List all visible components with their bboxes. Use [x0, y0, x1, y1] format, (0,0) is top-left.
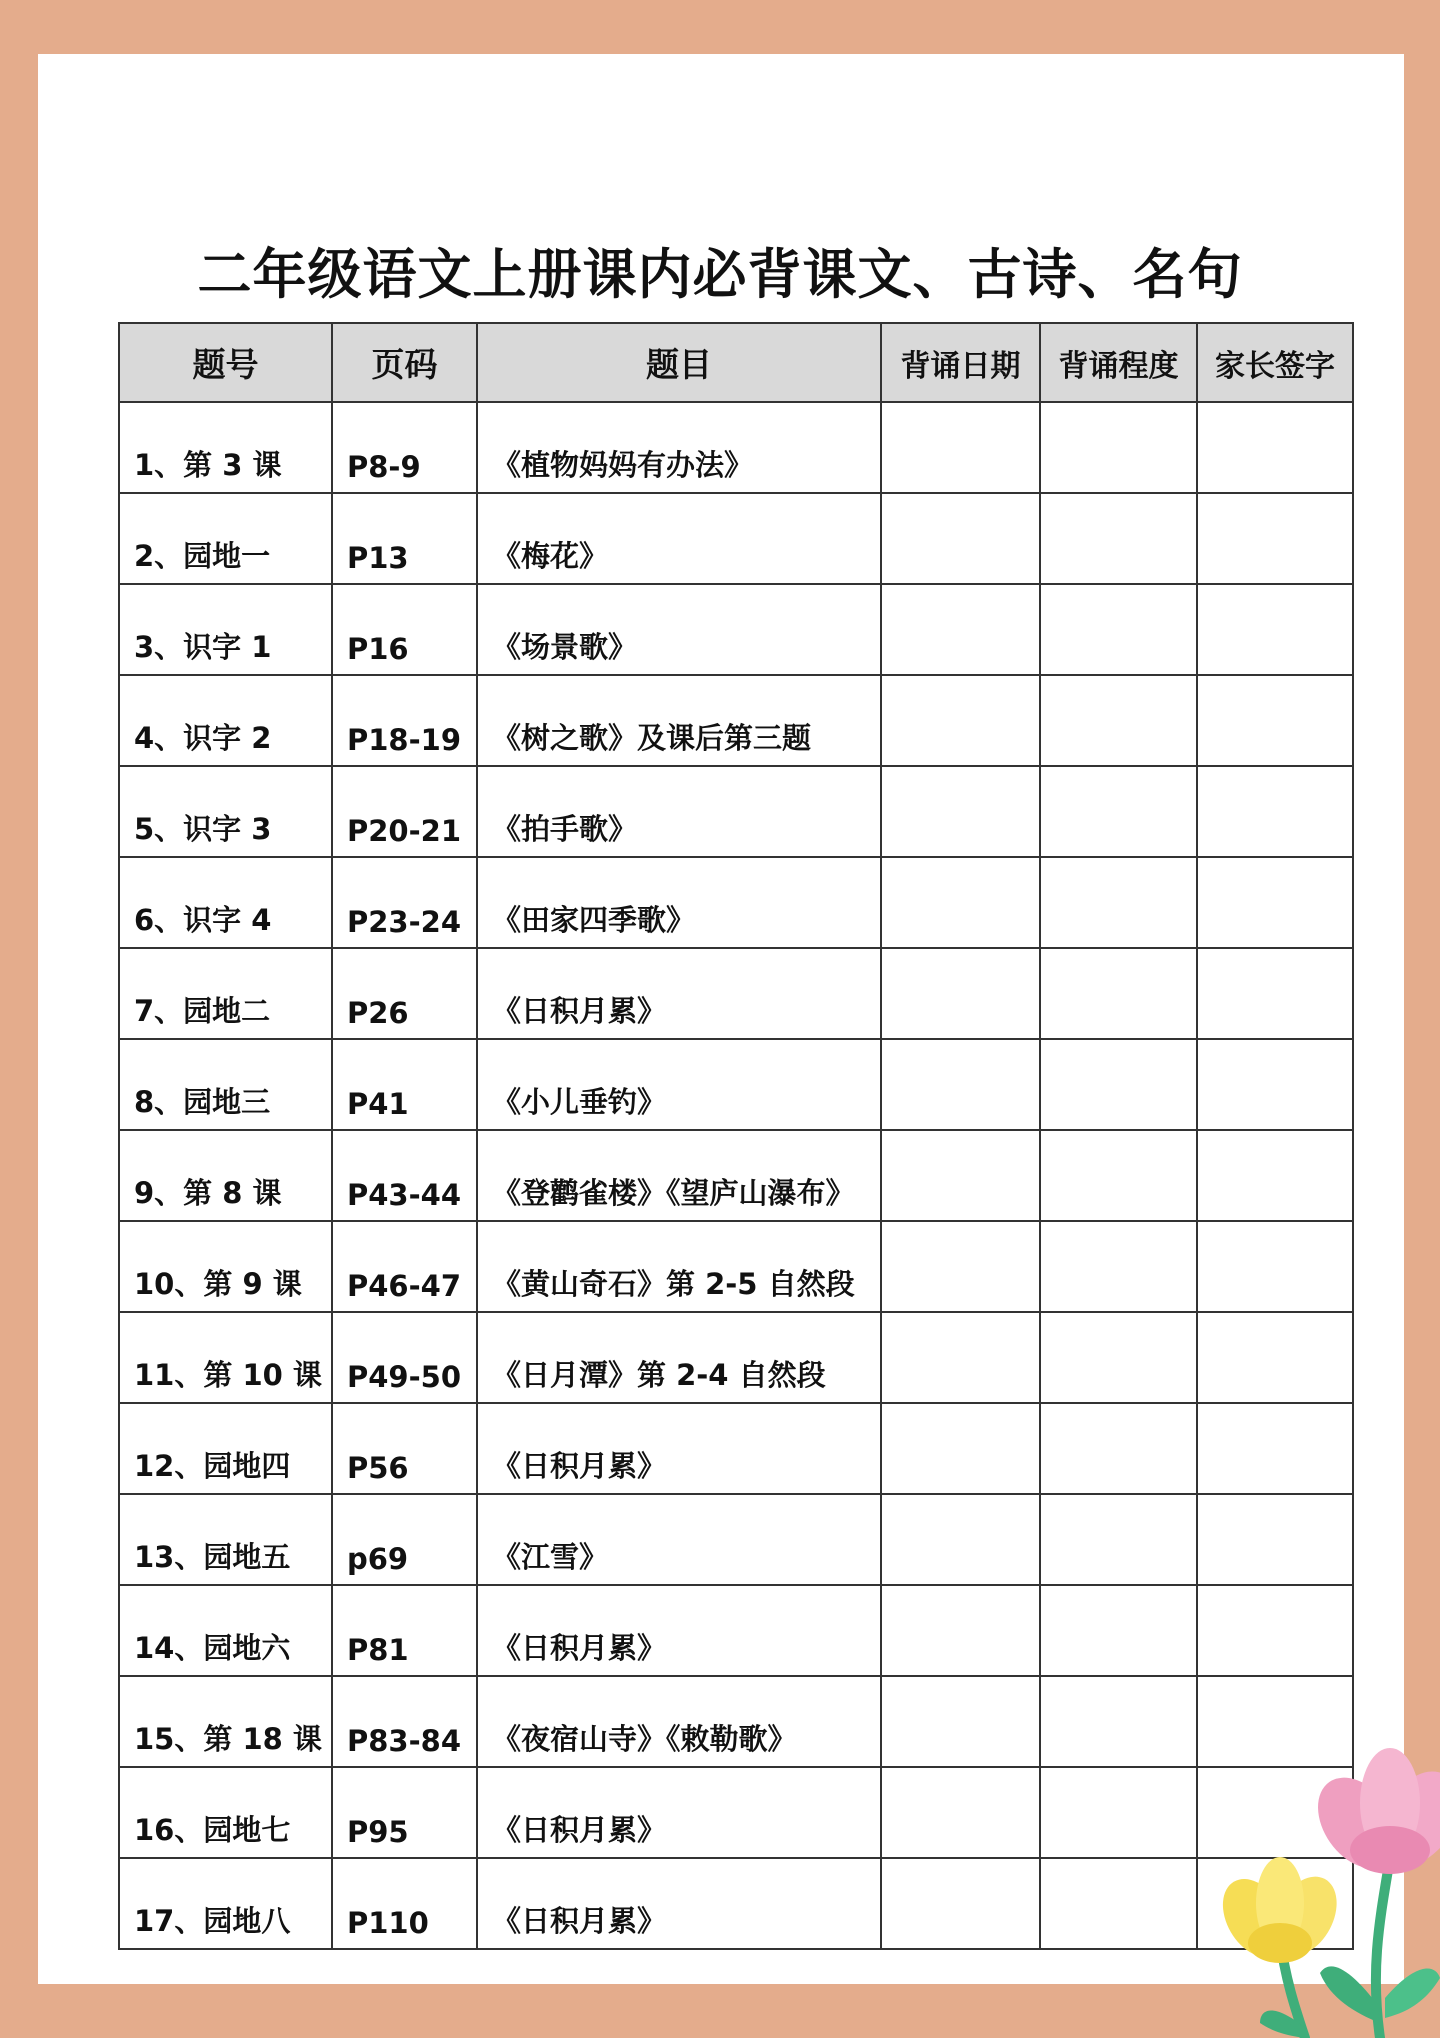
row-parent-signature-cell[interactable]	[1197, 402, 1353, 493]
row-recite-level-cell[interactable]	[1040, 1221, 1197, 1312]
row-parent-signature-cell[interactable]	[1197, 493, 1353, 584]
row-page-cell: P83-84	[332, 1676, 477, 1767]
page-title: 二年级语文上册课内必背课文、古诗、名句	[197, 243, 1243, 306]
row-topic-cell: 《黄山奇石》第 2-5 自然段	[477, 1221, 881, 1312]
row-parent-signature-cell[interactable]	[1197, 766, 1353, 857]
table-row	[119, 766, 1353, 857]
row-page-cell: P13	[332, 493, 477, 584]
row-recite-level-cell[interactable]	[1040, 1494, 1197, 1585]
header-parent-signature: 家长签字	[1197, 323, 1353, 402]
table-body	[119, 402, 1353, 1949]
row-parent-signature-cell[interactable]	[1197, 1130, 1353, 1221]
row-recite-level-cell[interactable]	[1040, 402, 1197, 493]
row-topic-cell: 《小儿垂钓》	[477, 1039, 881, 1130]
row-recite-level-cell[interactable]	[1040, 584, 1197, 675]
row-number-cell: 5、识字 3	[119, 766, 332, 857]
pink-flower-icon	[1301, 1748, 1440, 1883]
row-number-cell: 3、识字 1	[119, 584, 332, 675]
row-recite-level-cell[interactable]	[1040, 1130, 1197, 1221]
row-topic-cell: 《场景歌》	[477, 584, 881, 675]
yellow-flower-icon	[1210, 1857, 1350, 1968]
row-recite-level-cell[interactable]	[1040, 766, 1197, 857]
row-recite-level-cell[interactable]	[1040, 1403, 1197, 1494]
row-topic-cell: 《日积月累》	[477, 1858, 881, 1949]
row-recite-date-cell[interactable]	[881, 857, 1040, 948]
row-parent-signature-cell[interactable]	[1197, 584, 1353, 675]
row-recite-date-cell[interactable]	[881, 1221, 1040, 1312]
table-row	[119, 1676, 1353, 1767]
row-number-cell: 6、识字 4	[119, 857, 332, 948]
row-number-cell: 2、园地一	[119, 493, 332, 584]
row-page-cell: P81	[332, 1585, 477, 1676]
row-recite-date-cell[interactable]	[881, 493, 1040, 584]
row-parent-signature-cell[interactable]	[1197, 948, 1353, 1039]
row-parent-signature-cell[interactable]	[1197, 1494, 1353, 1585]
row-topic-cell: 《田家四季歌》	[477, 857, 881, 948]
row-topic-cell: 《日月潭》第 2-4 自然段	[477, 1312, 881, 1403]
recitation-table	[118, 322, 1354, 1950]
table-row	[119, 1221, 1353, 1312]
row-number-cell: 7、园地二	[119, 948, 332, 1039]
row-recite-level-cell[interactable]	[1040, 1039, 1197, 1130]
header-topic: 题目	[477, 323, 881, 402]
row-topic-cell: 《拍手歌》	[477, 766, 881, 857]
row-number-cell: 11、第 10 课	[119, 1312, 332, 1403]
row-parent-signature-cell[interactable]	[1197, 1221, 1353, 1312]
table-row	[119, 675, 1353, 766]
table-row	[119, 584, 1353, 675]
row-parent-signature-cell[interactable]	[1197, 857, 1353, 948]
row-recite-date-cell[interactable]	[881, 1130, 1040, 1221]
row-number-cell: 4、识字 2	[119, 675, 332, 766]
header-page: 页码	[332, 323, 477, 402]
row-number-cell: 13、园地五	[119, 1494, 332, 1585]
row-page-cell: P56	[332, 1403, 477, 1494]
row-page-cell: P46-47	[332, 1221, 477, 1312]
row-topic-cell: 《日积月累》	[477, 1403, 881, 1494]
row-recite-level-cell[interactable]	[1040, 1858, 1197, 1949]
table-row	[119, 1403, 1353, 1494]
row-recite-level-cell[interactable]	[1040, 1676, 1197, 1767]
table-row	[119, 402, 1353, 493]
row-number-cell: 17、园地八	[119, 1858, 332, 1949]
row-number-cell: 8、园地三	[119, 1039, 332, 1130]
table-row	[119, 948, 1353, 1039]
row-page-cell: P8-9	[332, 402, 477, 493]
row-page-cell: P16	[332, 584, 477, 675]
row-topic-cell: 《梅花》	[477, 493, 881, 584]
row-recite-level-cell[interactable]	[1040, 1585, 1197, 1676]
row-recite-date-cell[interactable]	[881, 1403, 1040, 1494]
row-number-cell: 12、园地四	[119, 1403, 332, 1494]
row-number-cell: 10、第 9 课	[119, 1221, 332, 1312]
row-recite-date-cell[interactable]	[881, 766, 1040, 857]
row-topic-cell: 《江雪》	[477, 1494, 881, 1585]
row-topic-cell: 《日积月累》	[477, 1767, 881, 1858]
row-topic-cell: 《树之歌》及课后第三题	[477, 675, 881, 766]
row-parent-signature-cell[interactable]	[1197, 1039, 1353, 1130]
table-row	[119, 1494, 1353, 1585]
row-page-cell: p69	[332, 1494, 477, 1585]
table-header-row	[119, 323, 1353, 402]
row-parent-signature-cell[interactable]	[1197, 1403, 1353, 1494]
row-recite-date-cell[interactable]	[881, 1312, 1040, 1403]
row-recite-date-cell[interactable]	[881, 584, 1040, 675]
row-recite-level-cell[interactable]	[1040, 948, 1197, 1039]
row-number-cell: 9、第 8 课	[119, 1130, 332, 1221]
row-recite-date-cell[interactable]	[881, 402, 1040, 493]
row-page-cell: P95	[332, 1767, 477, 1858]
table-row	[119, 1585, 1353, 1676]
row-topic-cell: 《登鹳雀楼》《望庐山瀑布》	[477, 1130, 881, 1221]
flower-decoration	[1180, 1738, 1440, 2038]
row-recite-date-cell[interactable]	[881, 1039, 1040, 1130]
row-page-cell: P26	[332, 948, 477, 1039]
row-page-cell: P110	[332, 1858, 477, 1949]
row-topic-cell: 《日积月累》	[477, 948, 881, 1039]
row-page-cell: P20-21	[332, 766, 477, 857]
row-number-cell: 16、园地七	[119, 1767, 332, 1858]
row-recite-date-cell[interactable]	[881, 1585, 1040, 1676]
row-page-cell: P41	[332, 1039, 477, 1130]
table-row	[119, 1858, 1353, 1949]
row-recite-date-cell[interactable]	[881, 1767, 1040, 1858]
header-recite-date: 背诵日期	[881, 323, 1040, 402]
row-recite-date-cell[interactable]	[881, 1858, 1040, 1949]
row-topic-cell: 《夜宿山寺》《敕勒歌》	[477, 1676, 881, 1767]
table-row	[119, 1130, 1353, 1221]
row-recite-date-cell[interactable]	[881, 675, 1040, 766]
row-parent-signature-cell[interactable]	[1197, 675, 1353, 766]
row-recite-level-cell[interactable]	[1040, 857, 1197, 948]
row-parent-signature-cell[interactable]	[1197, 1585, 1353, 1676]
row-recite-level-cell[interactable]	[1040, 675, 1197, 766]
row-recite-date-cell[interactable]	[881, 1494, 1040, 1585]
row-recite-level-cell[interactable]	[1040, 1312, 1197, 1403]
row-topic-cell: 《日积月累》	[477, 1585, 881, 1676]
row-page-cell: P23-24	[332, 857, 477, 948]
table-row	[119, 1312, 1353, 1403]
row-recite-level-cell[interactable]	[1040, 493, 1197, 584]
row-recite-date-cell[interactable]	[881, 1676, 1040, 1767]
row-recite-level-cell[interactable]	[1040, 1767, 1197, 1858]
row-recite-date-cell[interactable]	[881, 948, 1040, 1039]
row-page-cell: P18-19	[332, 675, 477, 766]
table-row	[119, 493, 1353, 584]
row-topic-cell: 《植物妈妈有办法》	[477, 402, 881, 493]
header-number: 题号	[119, 323, 332, 402]
row-parent-signature-cell[interactable]	[1197, 1312, 1353, 1403]
table-row	[119, 1039, 1353, 1130]
row-number-cell: 14、园地六	[119, 1585, 332, 1676]
row-number-cell: 15、第 18 课	[119, 1676, 332, 1767]
row-page-cell: P43-44	[332, 1130, 477, 1221]
table-row	[119, 1767, 1353, 1858]
header-recite-level: 背诵程度	[1040, 323, 1197, 402]
table-row	[119, 857, 1353, 948]
row-page-cell: P49-50	[332, 1312, 477, 1403]
row-number-cell: 1、第 3 课	[119, 402, 332, 493]
